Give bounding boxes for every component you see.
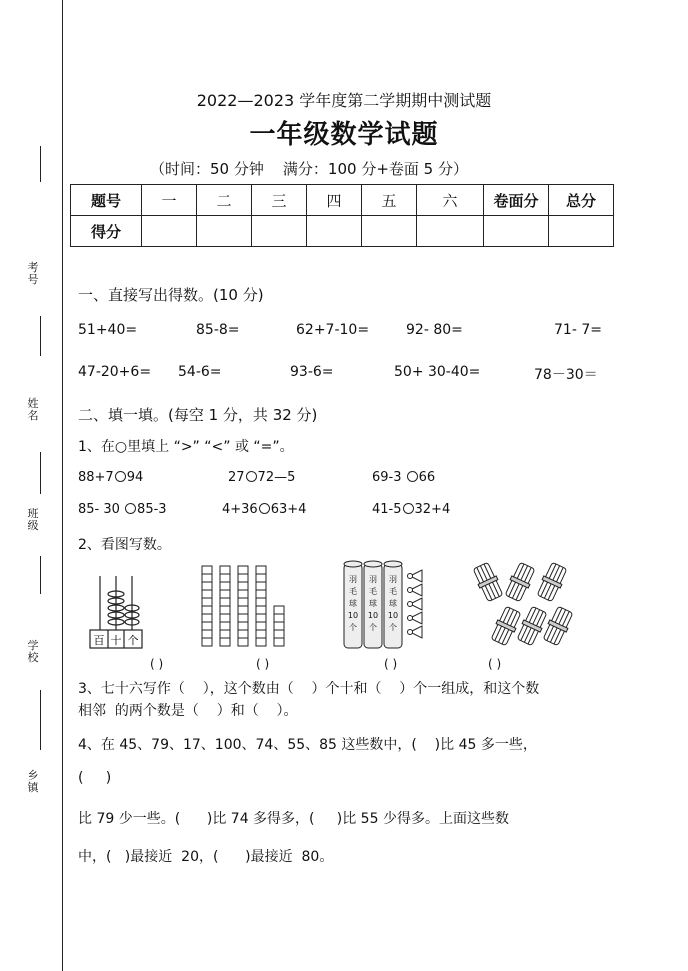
svg-text:羽: 羽	[349, 575, 357, 584]
calc-item: 62+7-10=	[296, 322, 370, 338]
shuttlecock-illustration	[340, 556, 440, 652]
compare-circle[interactable]	[403, 503, 414, 514]
stick-bundle	[541, 605, 574, 646]
score-header-cell: 五	[362, 185, 417, 216]
svg-text:10: 10	[387, 611, 399, 620]
side-label-township: 乡镇	[27, 769, 39, 794]
compare-left: 27	[228, 470, 245, 485]
compare-left: 4+36	[222, 502, 258, 517]
side-label-school: 学校	[27, 639, 39, 664]
compare-circle[interactable]	[407, 471, 418, 482]
compare-circle[interactable]	[125, 503, 136, 514]
q4-line2: ( )	[78, 770, 112, 786]
svg-text:羽: 羽	[389, 575, 397, 584]
stick-bundle	[515, 605, 548, 646]
score-header-cell: 三	[252, 185, 307, 216]
compare-left: 88+7	[78, 470, 114, 485]
compare-circle[interactable]	[246, 471, 257, 482]
ten-rod	[256, 566, 266, 646]
calc-item: 93-6=	[290, 364, 334, 380]
answer-blank[interactable]: ( )	[384, 657, 398, 671]
compare-right: 66	[418, 470, 436, 485]
svg-text:个: 个	[349, 623, 357, 632]
calc-item: 47-20+6=	[78, 364, 152, 380]
svg-text:个: 个	[369, 623, 377, 632]
compare-item	[372, 470, 435, 485]
answer-blank[interactable]: ( )	[488, 657, 502, 671]
ten-rod	[202, 566, 212, 646]
abacus-label: 个	[127, 634, 139, 647]
side-label-class: 班级	[27, 507, 39, 532]
q1-instruction: 1、在○里填上 “>” “<” 或 “=”。	[78, 439, 294, 455]
side-line-1	[40, 146, 41, 182]
q4-line1: 4、在 45、79、17、100、74、55、85 这些数中，( )比 45 多一些，	[78, 737, 537, 753]
answer-blank[interactable]: ( )	[150, 657, 164, 671]
side-line-5	[40, 690, 41, 750]
side-line-2	[40, 316, 41, 356]
abacus-label: 十	[110, 634, 122, 647]
calc-item: 71- 7=	[554, 322, 602, 338]
ten-rods-illustration	[196, 562, 296, 652]
svg-text:毛: 毛	[369, 587, 377, 596]
score-input-cell[interactable]	[142, 216, 197, 247]
side-label-name: 姓名	[27, 397, 39, 422]
compare-left: 85- 30	[78, 502, 125, 517]
compare-item	[372, 502, 450, 517]
score-input-cell[interactable]	[197, 216, 252, 247]
score-header-cell: 二	[197, 185, 252, 216]
score-input-cell[interactable]	[362, 216, 417, 247]
svg-text:毛: 毛	[389, 587, 397, 596]
score-input-cell[interactable]	[484, 216, 549, 247]
svg-text:球: 球	[349, 599, 357, 608]
svg-text:10: 10	[367, 611, 379, 620]
score-input-cell[interactable]	[307, 216, 362, 247]
svg-text:个: 个	[389, 623, 397, 632]
svg-text:球: 球	[389, 599, 397, 608]
stick-bundle	[489, 605, 522, 646]
svg-text:10: 10	[347, 611, 359, 620]
q3-line1: 3、七十六写作（ ），这个数由（ ）个十和（ ）个一组成，和这个数	[78, 681, 540, 697]
side-line-3	[40, 452, 41, 494]
score-header-cell: 总分	[549, 185, 614, 216]
q3-line2: 相邻 的两个数是（ ）和（ ）。	[78, 703, 298, 719]
ten-rod	[220, 566, 230, 646]
compare-item	[228, 470, 295, 485]
q4-line3: 比 79 少一些。( )比 74 多得多，( )比 55 少得多。上面这些数	[78, 811, 509, 827]
single-cubes	[274, 606, 284, 646]
calc-item: 50+ 30-40=	[394, 364, 481, 380]
compare-right: 94	[126, 470, 144, 485]
score-header-cell: 题号	[71, 185, 142, 216]
score-input-cell[interactable]	[252, 216, 307, 247]
score-header-cell: 四	[307, 185, 362, 216]
score-input-cell[interactable]	[417, 216, 484, 247]
score-table	[70, 184, 614, 247]
calc-item: 51+40=	[78, 322, 138, 338]
compare-left: 41-5	[372, 502, 402, 517]
score-header-cell: 卷面分	[484, 185, 549, 216]
calc-item: 54-6=	[178, 364, 222, 380]
abacus-illustration	[86, 572, 146, 652]
side-line-4	[40, 556, 41, 594]
svg-text:毛: 毛	[349, 587, 357, 596]
compare-item	[78, 502, 167, 517]
score-table-score-row	[71, 216, 614, 247]
stick-bundle	[471, 561, 504, 602]
section1-title: 一、直接写出得数。(10 分)	[78, 286, 264, 304]
score-header-cell: 六	[417, 185, 484, 216]
section2-title: 二、填一填。(每空 1 分，共 32 分)	[78, 406, 318, 424]
compare-right: 72—5	[257, 470, 296, 485]
calc-item: 78－30＝	[534, 367, 598, 383]
calc-item: 92- 80=	[406, 322, 463, 338]
score-input-cell[interactable]	[549, 216, 614, 247]
svg-text:羽: 羽	[369, 575, 377, 584]
side-label-exam-number: 考号	[27, 261, 39, 286]
exam-subtitle: （时间：50 分钟 满分：100 分+卷面 5 分）	[150, 160, 468, 178]
abacus-label: 百	[93, 634, 105, 647]
score-header-cell: 一	[142, 185, 197, 216]
compare-right: 85-3	[137, 502, 167, 517]
exam-main-title: 一年级数学试题	[249, 120, 439, 150]
ten-rod	[238, 566, 248, 646]
compare-right: 63+4	[270, 502, 307, 517]
compare-circle[interactable]	[115, 471, 126, 482]
score-table-header-row	[71, 185, 614, 216]
svg-text:球: 球	[369, 599, 377, 608]
q4-line4: 中，( )最接近 20，( )最接近 80。	[78, 849, 334, 865]
compare-circle[interactable]	[259, 503, 270, 514]
compare-right: 32+4	[414, 502, 451, 517]
calc-item: 85-8=	[196, 322, 240, 338]
exam-term-title: 2022—2023 学年度第二学期期中测试题	[196, 91, 492, 110]
stick-bundle	[535, 561, 568, 602]
q2-instruction: 2、看图写数。	[78, 537, 171, 553]
stick-bundle	[503, 561, 536, 602]
compare-item	[78, 470, 143, 485]
stick-bundles-illustration	[470, 560, 580, 652]
compare-item	[222, 502, 306, 517]
compare-left: 69-3	[372, 470, 406, 485]
answer-blank[interactable]: ( )	[256, 657, 270, 671]
score-row-label: 得分	[71, 216, 142, 247]
